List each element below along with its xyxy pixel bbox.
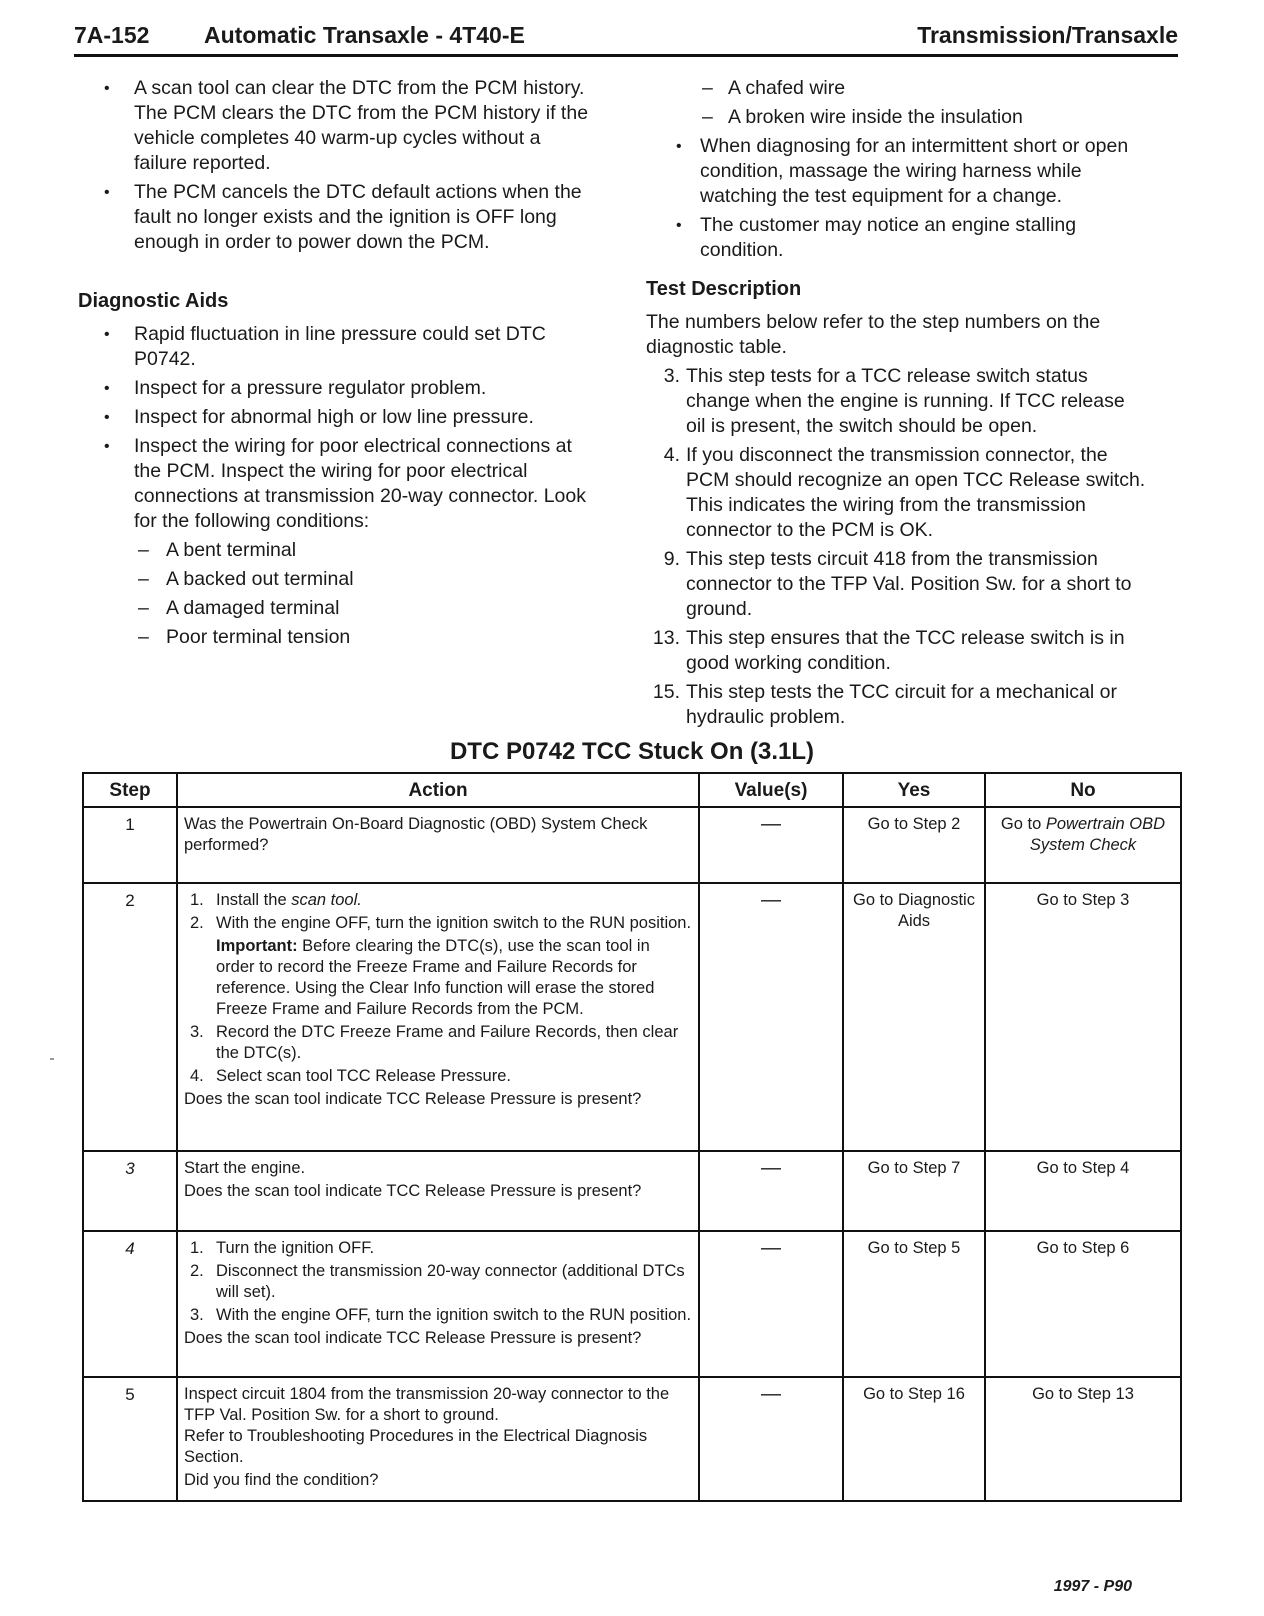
section-title: Transmission/Transaxle [917,22,1178,48]
action-cell [177,1231,699,1377]
item-text: Turn the ignition OFF. [216,1239,375,1257]
header-yes: Yes [843,773,985,807]
no-cell: Go to Step 4 [985,1151,1181,1231]
value-cell: — [699,807,843,883]
page-header [74,20,1178,57]
item-number: 3. [190,1023,204,1041]
header-action: Action [177,773,699,807]
list-item [184,890,692,911]
action-question: Does the scan tool indicate TCC Release Pressure is present? [184,1090,642,1108]
step-text: This step tests the TCC circuit for a mechanical or hydraulic problem. [686,681,1117,728]
value-cell: — [699,1377,843,1501]
list-item: • The PCM cancels the DTC default actions when the fault no longer exists and the ignition is OFF long enough in order to power down the PCM. [78,180,598,255]
no-cell: Go to Step 13 [985,1377,1181,1501]
test-description-heading: Test Description [646,278,802,300]
item-number: 1. [190,1239,204,1257]
list-item: – A broken wire inside the insulation [646,105,1146,130]
table-row [83,1377,1181,1501]
table-row [83,1231,1181,1377]
header-step: Step [83,773,177,807]
item-number: 2. [190,1262,204,1280]
scan-mark [50,1058,54,1060]
step-number: 15. [652,681,680,703]
yes-cell: Go to Diagnostic Aids [843,883,985,1151]
no-cell: Go to Step 3 [985,883,1181,1151]
right-column [646,76,1146,734]
intro-bullet-list [78,76,598,255]
list-item: • Inspect for a pressure regulator problem. [78,376,598,401]
list-item: – A bent terminal [78,538,598,563]
conditions-list [78,538,598,650]
step-cell: 3 [83,1151,177,1231]
action-cell [177,883,699,1151]
important-label: Important: [216,937,298,955]
diagnostic-aids-list [78,322,598,534]
table-header-row [83,773,1181,807]
diagnostic-table [82,772,1182,1502]
important-note [184,936,692,1020]
header-no: No [985,773,1181,807]
header-values: Value(s) [699,773,843,807]
list-item [184,913,692,934]
action-cell [177,1377,699,1501]
no-prefix: Go to [1000,815,1042,833]
test-step-list [646,364,1146,730]
important-text: Before clearing the DTC(s), use the scan tool in order to record the Freeze Frame and Failure Records for reference. Using the Clear Info function will erase the stored Freeze Frame and Failure Records from the PCM. [216,937,655,1018]
action-list [184,890,692,934]
step-text: This step ensures that the TCC release switch is in good working condition. [686,627,1125,674]
action-cell [177,1151,699,1231]
item-text: Select scan tool TCC Release Pressure. [216,1067,511,1085]
step-cell: 4 [83,1231,177,1377]
item-number: 2. [190,914,204,932]
list-item [184,1238,692,1259]
list-item: • Inspect the wiring for poor electrical connections at the PCM. Inspect the wiring for poor electrical connections at transmission 20-way connector. Look for the following conditions: [78,434,598,534]
action-list [184,1022,692,1087]
no-cell: Go to Step 6 [985,1231,1181,1377]
item-emphasis: scan tool. [291,891,362,909]
step-text: This step tests circuit 418 from the transmission connector to the TFP Val. Position Sw. for a short to ground. [686,548,1132,620]
list-item: • A scan tool can clear the DTC from the PCM history. The PCM clears the DTC from the PCM history if the vehicle completes 40 warm-up cycles without a failure reported. [78,76,598,176]
action-question: Does the scan tool indicate TCC Release Pressure is present? [184,1329,642,1347]
item-text: Record the DTC Freeze Frame and Failure Records, then clear the DTC(s). [216,1023,679,1062]
item-text: Install the [216,891,287,909]
diagnostic-aids-heading: Diagnostic Aids [78,290,229,312]
item-text: Disconnect the transmission 20-way connector (additional DTCs will set). [216,1262,685,1301]
action-question: Did you find the condition? [184,1471,379,1489]
list-item: – A chafed wire [646,76,1146,101]
step-cell: 5 [83,1377,177,1501]
table-row [83,883,1181,1151]
value-cell: — [699,1231,843,1377]
step-cell: 2 [83,883,177,1151]
list-item: – Poor terminal tension [78,625,598,650]
list-item [646,364,1146,439]
step-number: 3. [663,365,680,387]
value-cell: — [699,883,843,1151]
item-number: 3. [190,1306,204,1324]
step-number: 13. [652,627,680,649]
item-number: 1. [190,891,204,909]
step-number: 4. [663,444,680,466]
item-number: 4. [190,1067,204,1085]
list-item [646,626,1146,676]
list-item [184,1261,692,1303]
list-item: • Inspect for abnormal high or low line pressure. [78,405,598,430]
yes-cell: Go to Step 2 [843,807,985,883]
list-item: • When diagnosing for an intermittent short or open condition, massage the wiring harness while watching the test equipment for a change. [646,134,1146,209]
action-text: Inspect circuit 1804 from the transmission 20-way connector to the TFP Val. Position Sw. for a short to ground. [184,1385,670,1424]
list-item [646,443,1146,543]
test-description-intro: The numbers below refer to the step numbers on the diagnostic table. [646,311,1101,358]
list-item: • The customer may notice an engine stalling condition. [646,213,1146,263]
page-number: 7A-152 [74,22,150,48]
action-cell [177,807,699,883]
list-item: – A backed out terminal [78,567,598,592]
value-cell: — [699,1151,843,1231]
table-row [83,807,1181,883]
action-text: Refer to Troubleshooting Procedures in the Electrical Diagnosis Section. [184,1427,648,1466]
step-number: 9. [663,548,680,570]
yes-cell: Go to Step 16 [843,1377,985,1501]
list-item [184,1066,692,1087]
action-list [184,1238,692,1326]
right-bullet-list [646,134,1146,263]
item-text: With the engine OFF, turn the ignition switch to the RUN position. [216,1306,692,1324]
list-item: – A damaged terminal [78,596,598,621]
document-title: Automatic Transaxle - 4T40-E [204,22,525,48]
step-text: If you disconnect the transmission connector, the PCM should recognize an open TCC Release switch. This indicates the wiring from the transmission connector to the PCM is OK. [686,444,1146,541]
list-item [646,547,1146,622]
table-title: DTC P0742 TCC Stuck On (3.1L) [449,738,815,765]
list-item: • Rapid fluctuation in line pressure could set DTC P0742. [78,322,598,372]
left-column [78,76,598,654]
list-item [184,1305,692,1326]
list-item [184,1022,692,1064]
yes-cell: Go to Step 5 [843,1231,985,1377]
action-question: Does the scan tool indicate TCC Release Pressure is present? [184,1182,642,1200]
yes-cell: Go to Step 7 [843,1151,985,1231]
list-item [646,680,1146,730]
action-text: Start the engine. [184,1159,306,1177]
no-reference: Powertrain OBD System Check [1029,815,1166,854]
item-text: With the engine OFF, turn the ignition switch to the RUN position. [216,914,692,932]
step-text: This step tests for a TCC release switch status change when the engine is running. If TCC release oil is present, the switch should be open. [686,365,1125,437]
table-row [83,1151,1181,1231]
page-footer: 1997 - P90 [1053,1578,1132,1595]
step-cell: 1 [83,807,177,883]
action-text: Was the Powertrain On-Board Diagnostic (OBD) System Check performed? [184,815,648,854]
conditions-list-continued [646,76,1146,130]
no-cell [985,807,1181,883]
